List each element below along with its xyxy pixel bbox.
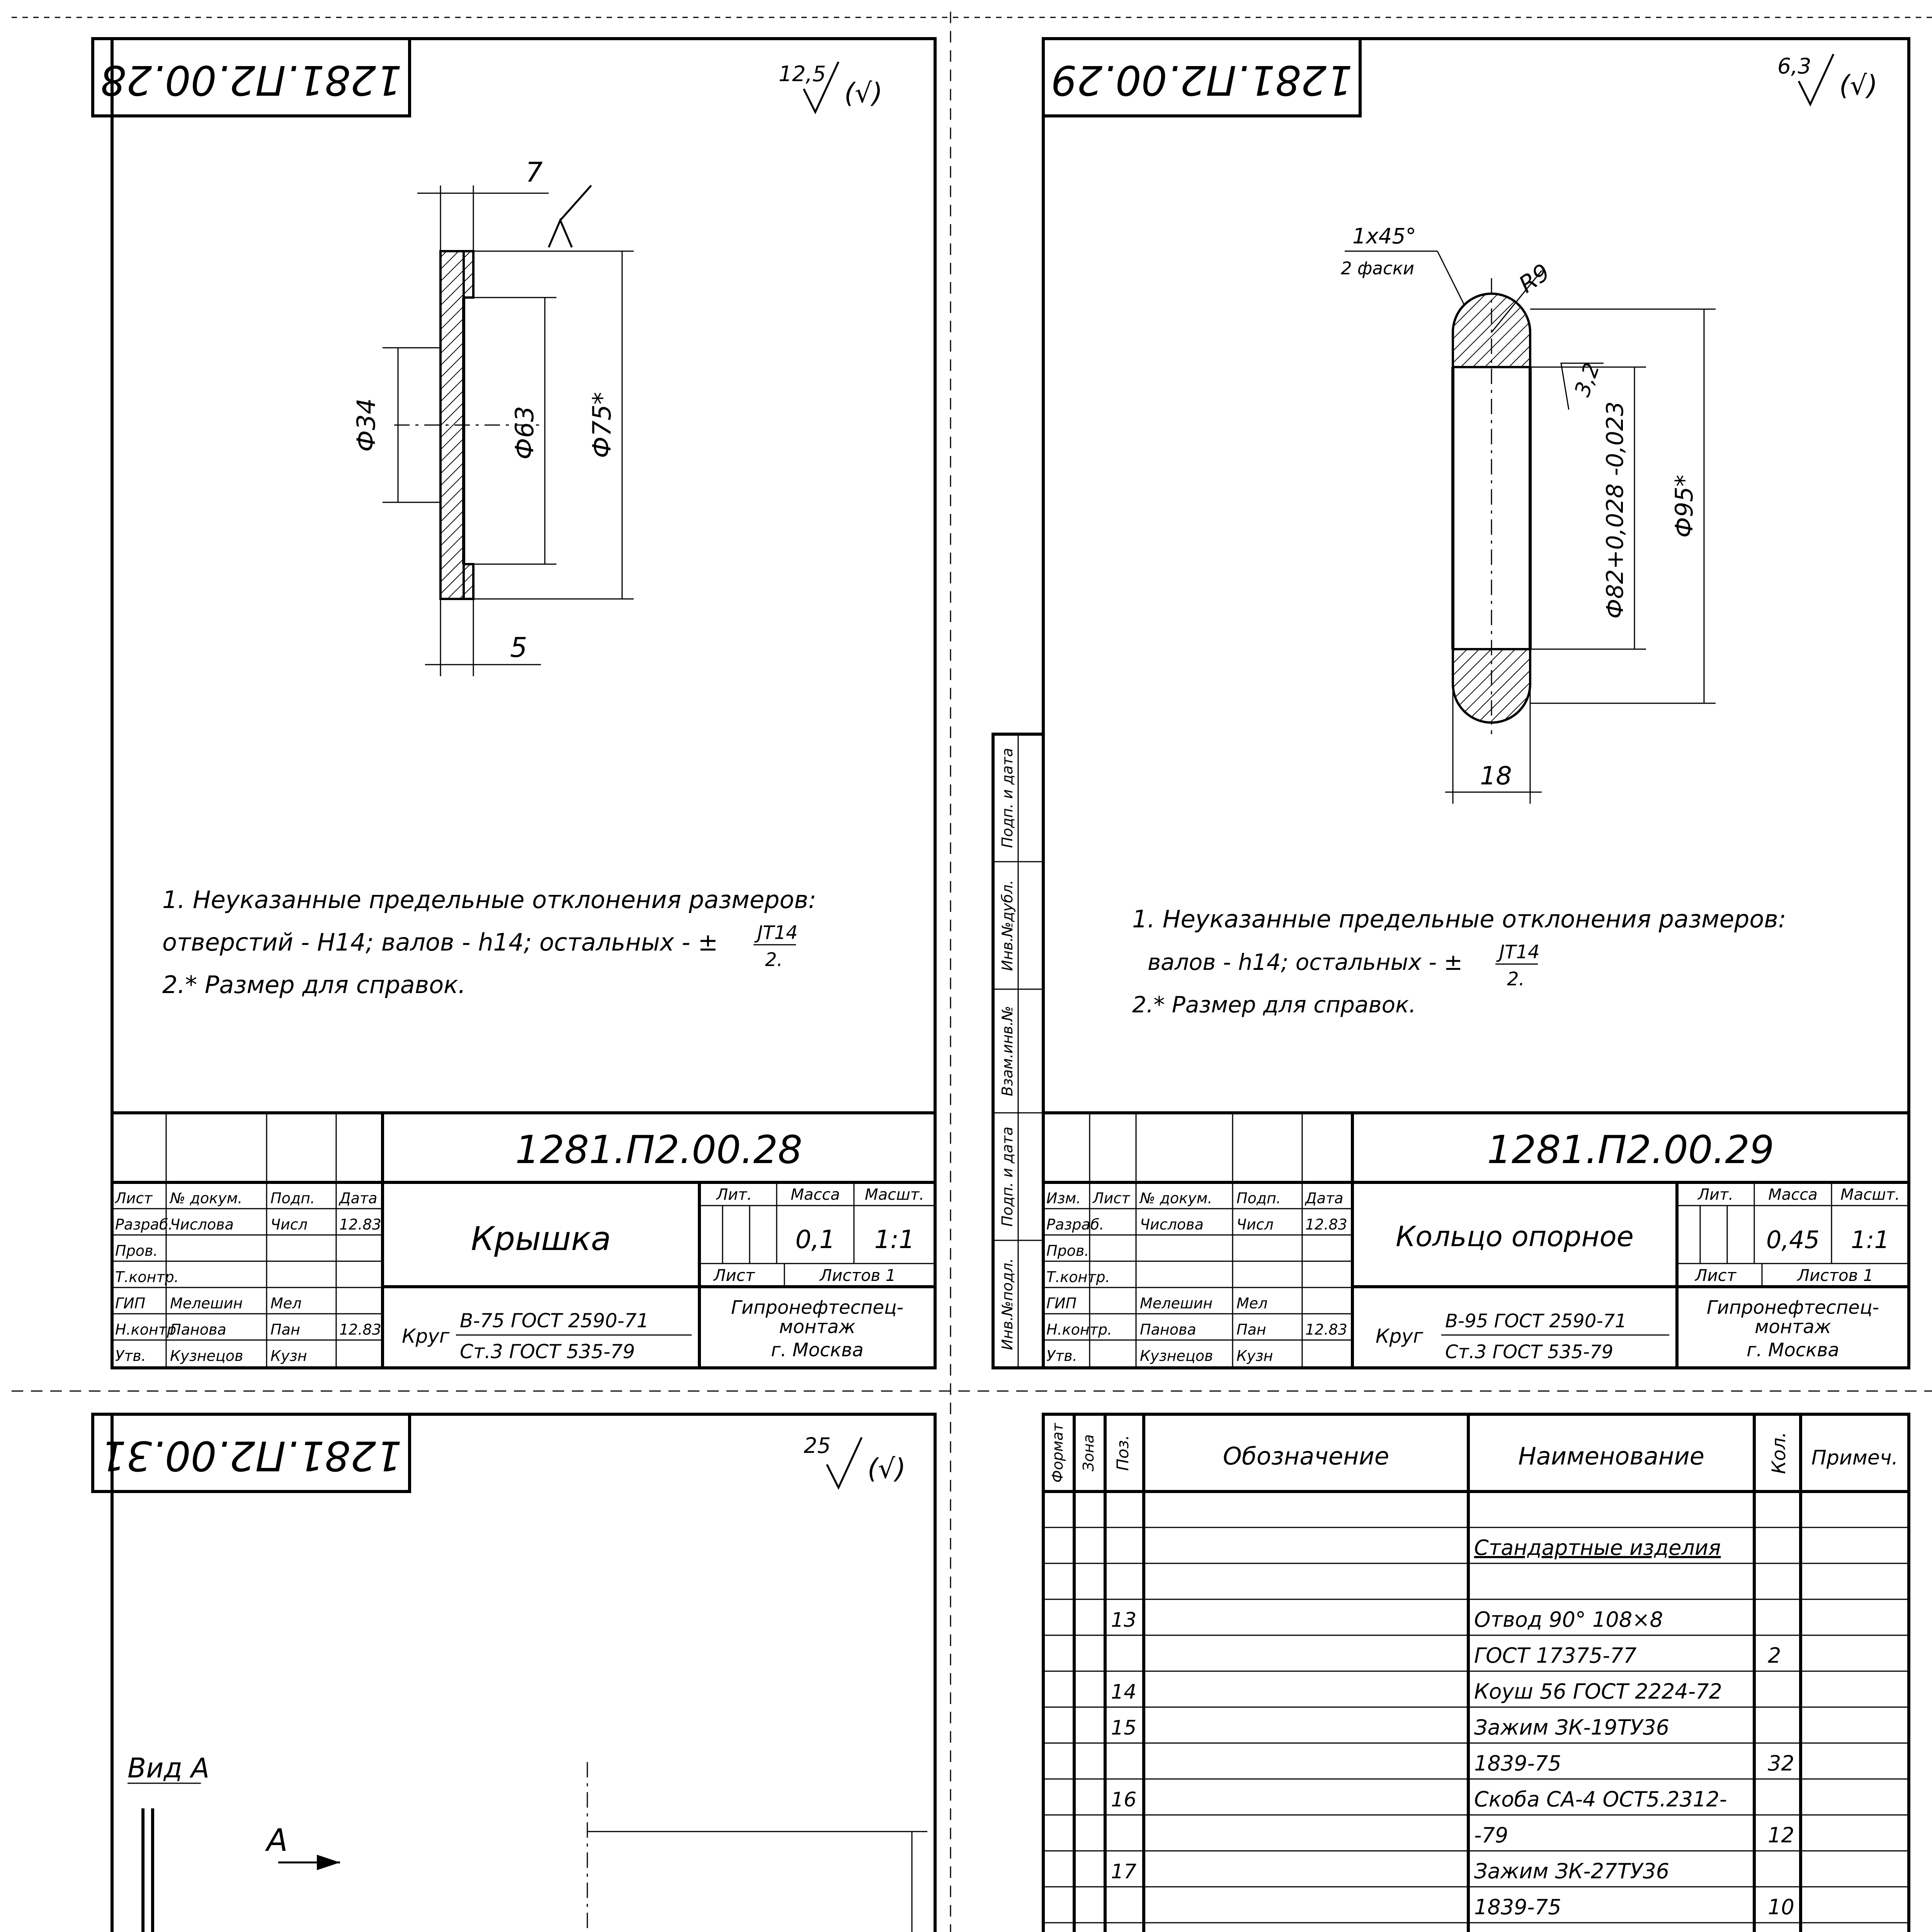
tr-h-mass: Масса xyxy=(1768,1186,1818,1204)
tl-row-4-role: ГИП xyxy=(115,1295,146,1312)
spec-row-pos: 14 xyxy=(1111,1680,1137,1704)
tr-material-label: Круг xyxy=(1376,1325,1423,1347)
spec-row-name: Зажим ЗК-19ТУ36 xyxy=(1474,1715,1670,1740)
spec-row-name: Коуш 56 ГОСТ 2224-72 xyxy=(1474,1679,1722,1704)
tl-tol-den: 2. xyxy=(765,949,783,971)
tr-tol-den: 2. xyxy=(1507,968,1525,990)
spec-h-pos: Поз. xyxy=(1113,1435,1132,1471)
tr-dim-width: 18 xyxy=(1480,762,1512,791)
tr-h-sheet: Лист xyxy=(1695,1266,1736,1285)
drawing-bottom-left xyxy=(93,1414,935,1932)
spec-h-note: Примеч. xyxy=(1811,1446,1898,1469)
tl-row-5-date: 12.83 xyxy=(339,1321,381,1338)
tr-row-4-role: ГИП xyxy=(1046,1295,1077,1312)
tl-row-5-sign: Пан xyxy=(270,1321,300,1338)
tr-row-0-date: Дата xyxy=(1305,1190,1344,1207)
tl-dim-d-outer: Ф75* xyxy=(588,392,617,458)
tl-note-3: 2.* Размер для справок. xyxy=(162,971,466,999)
tr-side-label-2: Подп. и дата xyxy=(999,1126,1016,1227)
bl-code-rotated: 1281.П2.00.31 xyxy=(100,1432,402,1480)
tl-roughness-paren: (√) xyxy=(844,77,883,109)
tr-row-6-role: Утв. xyxy=(1046,1347,1077,1364)
tr-row-2-role: Пров. xyxy=(1046,1242,1089,1259)
spec-row-name: Стандартные изделия xyxy=(1474,1536,1721,1560)
tr-dim-chamfer-2: 2 фаски xyxy=(1341,258,1415,279)
tr-side-label-5: Подп. и дата xyxy=(999,748,1016,848)
tr-roughness-paren: (√) xyxy=(1839,70,1878,101)
spec-row-qty: 10 xyxy=(1768,1895,1794,1919)
spec-h-name: Наименование xyxy=(1518,1442,1704,1470)
spec-h-zone: Зона xyxy=(1080,1434,1097,1471)
tl-title-block xyxy=(112,1113,935,1368)
tl-h-mass: Масса xyxy=(791,1186,840,1204)
tr-side-label-4: Инв.№дубл. xyxy=(999,880,1016,971)
specification-table xyxy=(993,1414,1909,1932)
tr-h-lit: Лит. xyxy=(1697,1186,1734,1204)
tl-note-1: 1. Неуказанные предельные отклонения размеров: xyxy=(162,886,816,914)
tr-row-0-sheet: Лист xyxy=(1093,1190,1130,1207)
tr-row-1-sign: Числ xyxy=(1236,1216,1274,1233)
tr-note-1: 1. Неуказанные предельные отклонения размеров: xyxy=(1132,905,1786,933)
tr-org-1: Гипронефтеспец- xyxy=(1707,1297,1879,1318)
spec-row-pos: 13 xyxy=(1111,1609,1137,1632)
tr-material-bottom: Ст.3 ГОСТ 535-79 xyxy=(1445,1341,1614,1363)
tl-row-5-role: Н.контр. xyxy=(115,1321,181,1338)
tr-dim-chamfer: 1x45° xyxy=(1352,224,1417,248)
bl-roughness-paren: (√) xyxy=(867,1453,906,1485)
tr-h-sheets: Листов 1 xyxy=(1797,1266,1874,1285)
tl-row-0-role: Лист xyxy=(115,1190,153,1207)
spec-row-pos: 15 xyxy=(1111,1716,1137,1740)
tr-h-scale: Масшт. xyxy=(1840,1186,1900,1204)
tl-row-1-sign: Числ xyxy=(270,1216,308,1233)
tl-row-4-name: Мелешин xyxy=(170,1295,243,1312)
bl-view-label: Вид А xyxy=(128,1752,210,1784)
tl-h-sheet: Лист xyxy=(713,1266,755,1285)
tr-row-5-role: Н.контр. xyxy=(1046,1321,1112,1338)
tl-row-0-sign: Подп. xyxy=(270,1190,315,1207)
tr-org-3: г. Москва xyxy=(1747,1339,1839,1361)
spec-row-qty: 12 xyxy=(1768,1823,1794,1847)
tl-h-scale: Масшт. xyxy=(865,1186,924,1204)
tl-org-1: Гипронефтеспец- xyxy=(731,1297,903,1318)
tr-title-code: 1281.П2.00.29 xyxy=(1487,1127,1774,1172)
tr-row-6-name: Кузнецов xyxy=(1140,1347,1213,1364)
tl-row-0-date: Дата xyxy=(339,1190,378,1207)
spec-h-format: Формат xyxy=(1049,1423,1066,1483)
tl-code-rotated: 1281.П2.00.28 xyxy=(100,56,402,104)
tl-row-1-name: Числова xyxy=(170,1216,234,1233)
tl-org-2: монтаж xyxy=(779,1316,855,1338)
tl-row-6-role: Утв. xyxy=(115,1347,146,1364)
tr-dim-d-inner: Ф82+0,028 -0,023 xyxy=(1602,401,1629,619)
tr-dim-r-small: 3,2 xyxy=(1570,359,1605,400)
tl-row-3-role: Т.контр. xyxy=(115,1269,179,1286)
tr-code-rotated: 1281.П2.00.29 xyxy=(1051,56,1353,104)
tr-tol-num: JT14 xyxy=(1499,941,1540,963)
tr-material-top: В-95 ГОСТ 2590-71 xyxy=(1445,1310,1627,1332)
tl-row-5-name: Панова xyxy=(170,1321,226,1338)
tr-row-1-role: Разраб. xyxy=(1046,1216,1104,1233)
tl-material-bottom: Ст.3 ГОСТ 535-79 xyxy=(460,1340,635,1363)
tr-side-label-3: Взам.инв.№ xyxy=(999,1006,1016,1096)
view-arrow-icon xyxy=(317,1855,340,1870)
bl-roughness-icon xyxy=(827,1437,862,1488)
tr-row-4-name: Мелешин xyxy=(1140,1295,1213,1312)
tl-row-1-date: 12.83 xyxy=(339,1216,381,1233)
tr-org-2: монтаж xyxy=(1755,1316,1831,1338)
tl-row-2-role: Пров. xyxy=(115,1242,158,1259)
tl-h-sheets: Листов 1 xyxy=(820,1266,896,1285)
spec-row-qty: 32 xyxy=(1768,1751,1794,1776)
tr-ring-section xyxy=(1453,278,1530,734)
tr-row-3-role: Т.контр. xyxy=(1046,1269,1110,1286)
tl-dim-width: 7 xyxy=(526,156,543,188)
tl-material-label: Круг xyxy=(402,1325,450,1347)
tr-row-4-sign: Мел xyxy=(1236,1295,1268,1312)
tl-dim-d-mid: Ф63 xyxy=(510,406,539,460)
tr-row-0-sign: Подп. xyxy=(1236,1190,1281,1207)
tl-dim-d-inner: Ф34 xyxy=(352,398,381,452)
tl-title-code: 1281.П2.00.28 xyxy=(515,1127,803,1172)
spec-row-name: ГОСТ 17375-77 xyxy=(1474,1643,1637,1668)
tl-material-top: В-75 ГОСТ 2590-71 xyxy=(460,1310,649,1332)
tr-mass: 0,45 xyxy=(1766,1226,1820,1254)
tl-org-3: г. Москва xyxy=(771,1339,864,1361)
tr-row-1-date: 12.83 xyxy=(1305,1216,1347,1233)
tl-row-6-name: Кузнецов xyxy=(170,1347,243,1364)
tr-row-0-role: Изм. xyxy=(1046,1190,1081,1207)
bl-arrow-label: А xyxy=(267,1822,288,1858)
spec-row-name: -79 xyxy=(1474,1823,1509,1847)
tl-roughness-value: 12,5 xyxy=(779,61,826,86)
drawing-top-right xyxy=(993,39,1909,1368)
spec-row-pos: 16 xyxy=(1111,1788,1137,1811)
bl-side-profile-inner xyxy=(153,1808,232,1932)
drawing-top-left xyxy=(93,39,935,1368)
tl-row-1-role: Разраб. xyxy=(115,1216,173,1233)
tr-dim-d-outer: Ф95* xyxy=(1670,474,1698,538)
spec-row-qty: 2 xyxy=(1768,1643,1781,1668)
tl-tol-num: JT14 xyxy=(757,922,798,944)
tl-row-4-sign: Мел xyxy=(270,1295,302,1312)
spec-row-name: 1839-75 xyxy=(1474,1751,1561,1776)
spec-h-designation: Обозначение xyxy=(1223,1442,1389,1470)
tr-title-name: Кольцо опорное xyxy=(1396,1220,1634,1253)
tl-row-6-sign: Кузн xyxy=(270,1347,307,1364)
bl-side-profile xyxy=(143,1808,232,1932)
tr-side-label-1: Инв.№подл. xyxy=(999,1258,1016,1350)
tl-scale: 1:1 xyxy=(874,1225,915,1254)
tr-title-block xyxy=(1043,1113,1909,1368)
tr-scale: 1:1 xyxy=(1851,1226,1889,1254)
spec-row-name: Отвод 90° 108×8 xyxy=(1474,1607,1663,1632)
tr-row-1-name: Числова xyxy=(1140,1216,1204,1233)
tl-mass: 0,1 xyxy=(795,1225,835,1254)
tr-roughness-value: 6,3 xyxy=(1777,54,1811,78)
spec-h-qty: Кол. xyxy=(1768,1432,1790,1474)
tr-dim-radius: R9 xyxy=(1514,259,1555,299)
tl-note-2: отверстий - H14; валов - h14; остальных - ± xyxy=(162,928,718,956)
tr-row-5-name: Панова xyxy=(1140,1321,1196,1338)
spec-row-name: Скоба СА-4 ОСТ5.2312- xyxy=(1474,1787,1727,1811)
tl-h-lit: Лит. xyxy=(716,1186,752,1204)
tr-note-3: 2.* Размер для справок. xyxy=(1132,992,1416,1018)
tr-side-strip xyxy=(993,734,1043,1368)
tr-row-0-name: № докум. xyxy=(1140,1190,1213,1207)
tl-dim-bottom: 5 xyxy=(510,632,527,663)
tl-roughness-mark-icon xyxy=(549,185,591,247)
spec-row-pos: 17 xyxy=(1111,1860,1137,1883)
spec-row-name: Зажим ЗК-27ТУ36 xyxy=(1474,1859,1670,1883)
tl-row-0-name: № докум. xyxy=(170,1190,243,1207)
spec-row-name: 1839-75 xyxy=(1474,1895,1561,1919)
tr-note-2: валов - h14; остальных - ± xyxy=(1148,949,1463,975)
tr-row-5-date: 12.83 xyxy=(1305,1321,1347,1338)
tr-row-6-sign: Кузн xyxy=(1236,1347,1273,1364)
tr-row-5-sign: Пан xyxy=(1236,1321,1266,1338)
bl-roughness-value: 25 xyxy=(804,1433,831,1458)
tl-title-name: Крышка xyxy=(471,1220,611,1258)
